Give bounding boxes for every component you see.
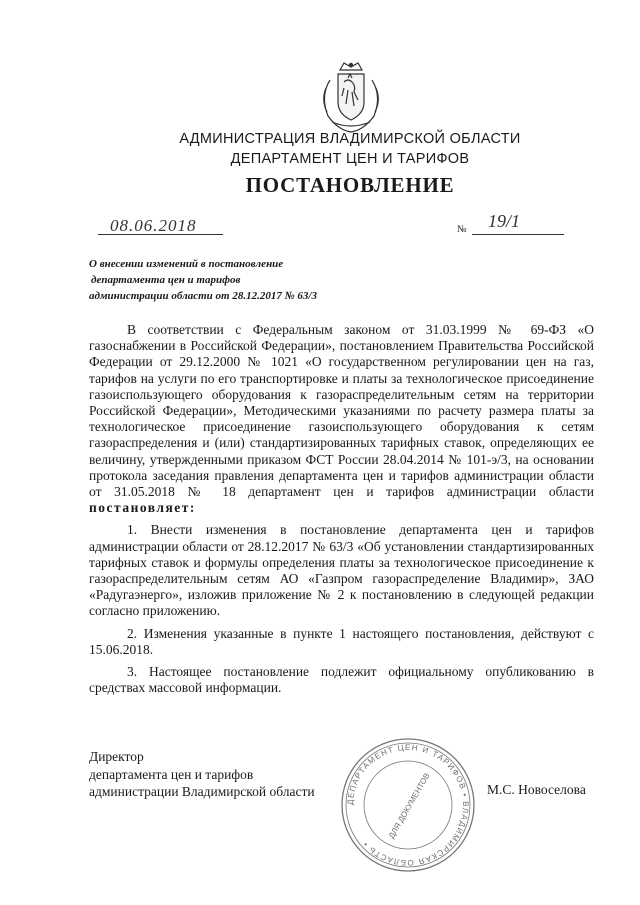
- subject-line: департамента цен и тарифов: [91, 274, 241, 286]
- body-paragraph-2: 2. Изменения указанные в пункте 1 настоящего постановления, действуют с 15.06.2018.: [89, 625, 594, 657]
- document-number: 19/1: [488, 211, 521, 231]
- signer-department: департамента цен и тарифов: [89, 766, 254, 782]
- preamble-text: В соответствии с Федеральным законом от 31.03.1999 № 69-ФЗ «О газоснабжении в Российской Федерации», постановлением Правительства Российской Федерации от 29.12.2000 № 1021 «О государственном регулировании цен на газ, тарифов на услуги по его транспортировке и платы за технологическое присоединение газоиспользующего оборудования к газораспределительным сетям на территории Российской Федерации», Методическими указаниями по расчету размера платы за технологическое присоединение газоиспользующего оборудования к сетям газораспределения и (или) стандартизированных тарифных ставок, определяющих ее величину, утвержденными приказом ФСТ России 28.04.2014 № 101-э/3, на основании протокола заседания правления департамента цен и тарифов администрации области от 31.05.2018 № 18 департамент цен и тарифов администрации области: [89, 322, 594, 500]
- document-title: ПОСТАНОВЛЕНИЕ: [245, 173, 455, 197]
- document-date: 08.06.2018: [110, 216, 197, 235]
- body-paragraph-preamble: [89, 322, 594, 516]
- signature-block: [89, 748, 315, 801]
- subject-line: администрации области от 28.12.2017 № 63/3: [89, 290, 317, 302]
- subject-line: О внесении изменений в постановление: [89, 258, 284, 270]
- date-underline: [98, 234, 223, 235]
- number-label: №: [457, 224, 467, 235]
- official-stamp: [338, 735, 478, 875]
- coat-of-arms-icon: [318, 60, 384, 134]
- document-subject: [89, 256, 317, 304]
- body-paragraph-3: 3. Настоящее постановление подлежит официальному опубликованию в средствах массовой информации.: [89, 664, 594, 696]
- organization-name: АДМИНИСТРАЦИЯ ВЛАДИМИРСКОЙ ОБЛАСТИ: [179, 131, 521, 147]
- stamp-ring-text: ДЕПАРТАМЕНТ ЦЕН И ТАРИФОВ • ВЛАДИМИРСКАЯ ОБЛАСТЬ •: [345, 742, 471, 868]
- body-paragraph-1: 1. Внести изменения в постановление департамента цен и тарифов администрации области от 28.12.2017 № 63/3 «Об установлении стандартизированных тарифных ставок и формулы определения платы за технологическое присоединение к газораспределительным сетям АО «Газпром газораспределение Владимир», ЗАО «Радугаэнерго», изложив приложение № 2 к постановлению в следующей редакции согласно приложению.: [89, 522, 594, 619]
- document-body: [89, 322, 594, 696]
- signer-position: Директор: [89, 749, 144, 764]
- stamp-center-text: ДЛЯ ДОКУМЕНТОВ: [386, 771, 432, 841]
- number-underline: [472, 234, 564, 235]
- resolution-keyword: постановляет:: [89, 500, 196, 516]
- signer-organization: администрации Владимирской области: [89, 784, 315, 799]
- signer-name: М.С. Новоселова: [487, 782, 586, 797]
- department-name: ДЕПАРТАМЕНТ ЦЕН И ТАРИФОВ: [230, 151, 470, 167]
